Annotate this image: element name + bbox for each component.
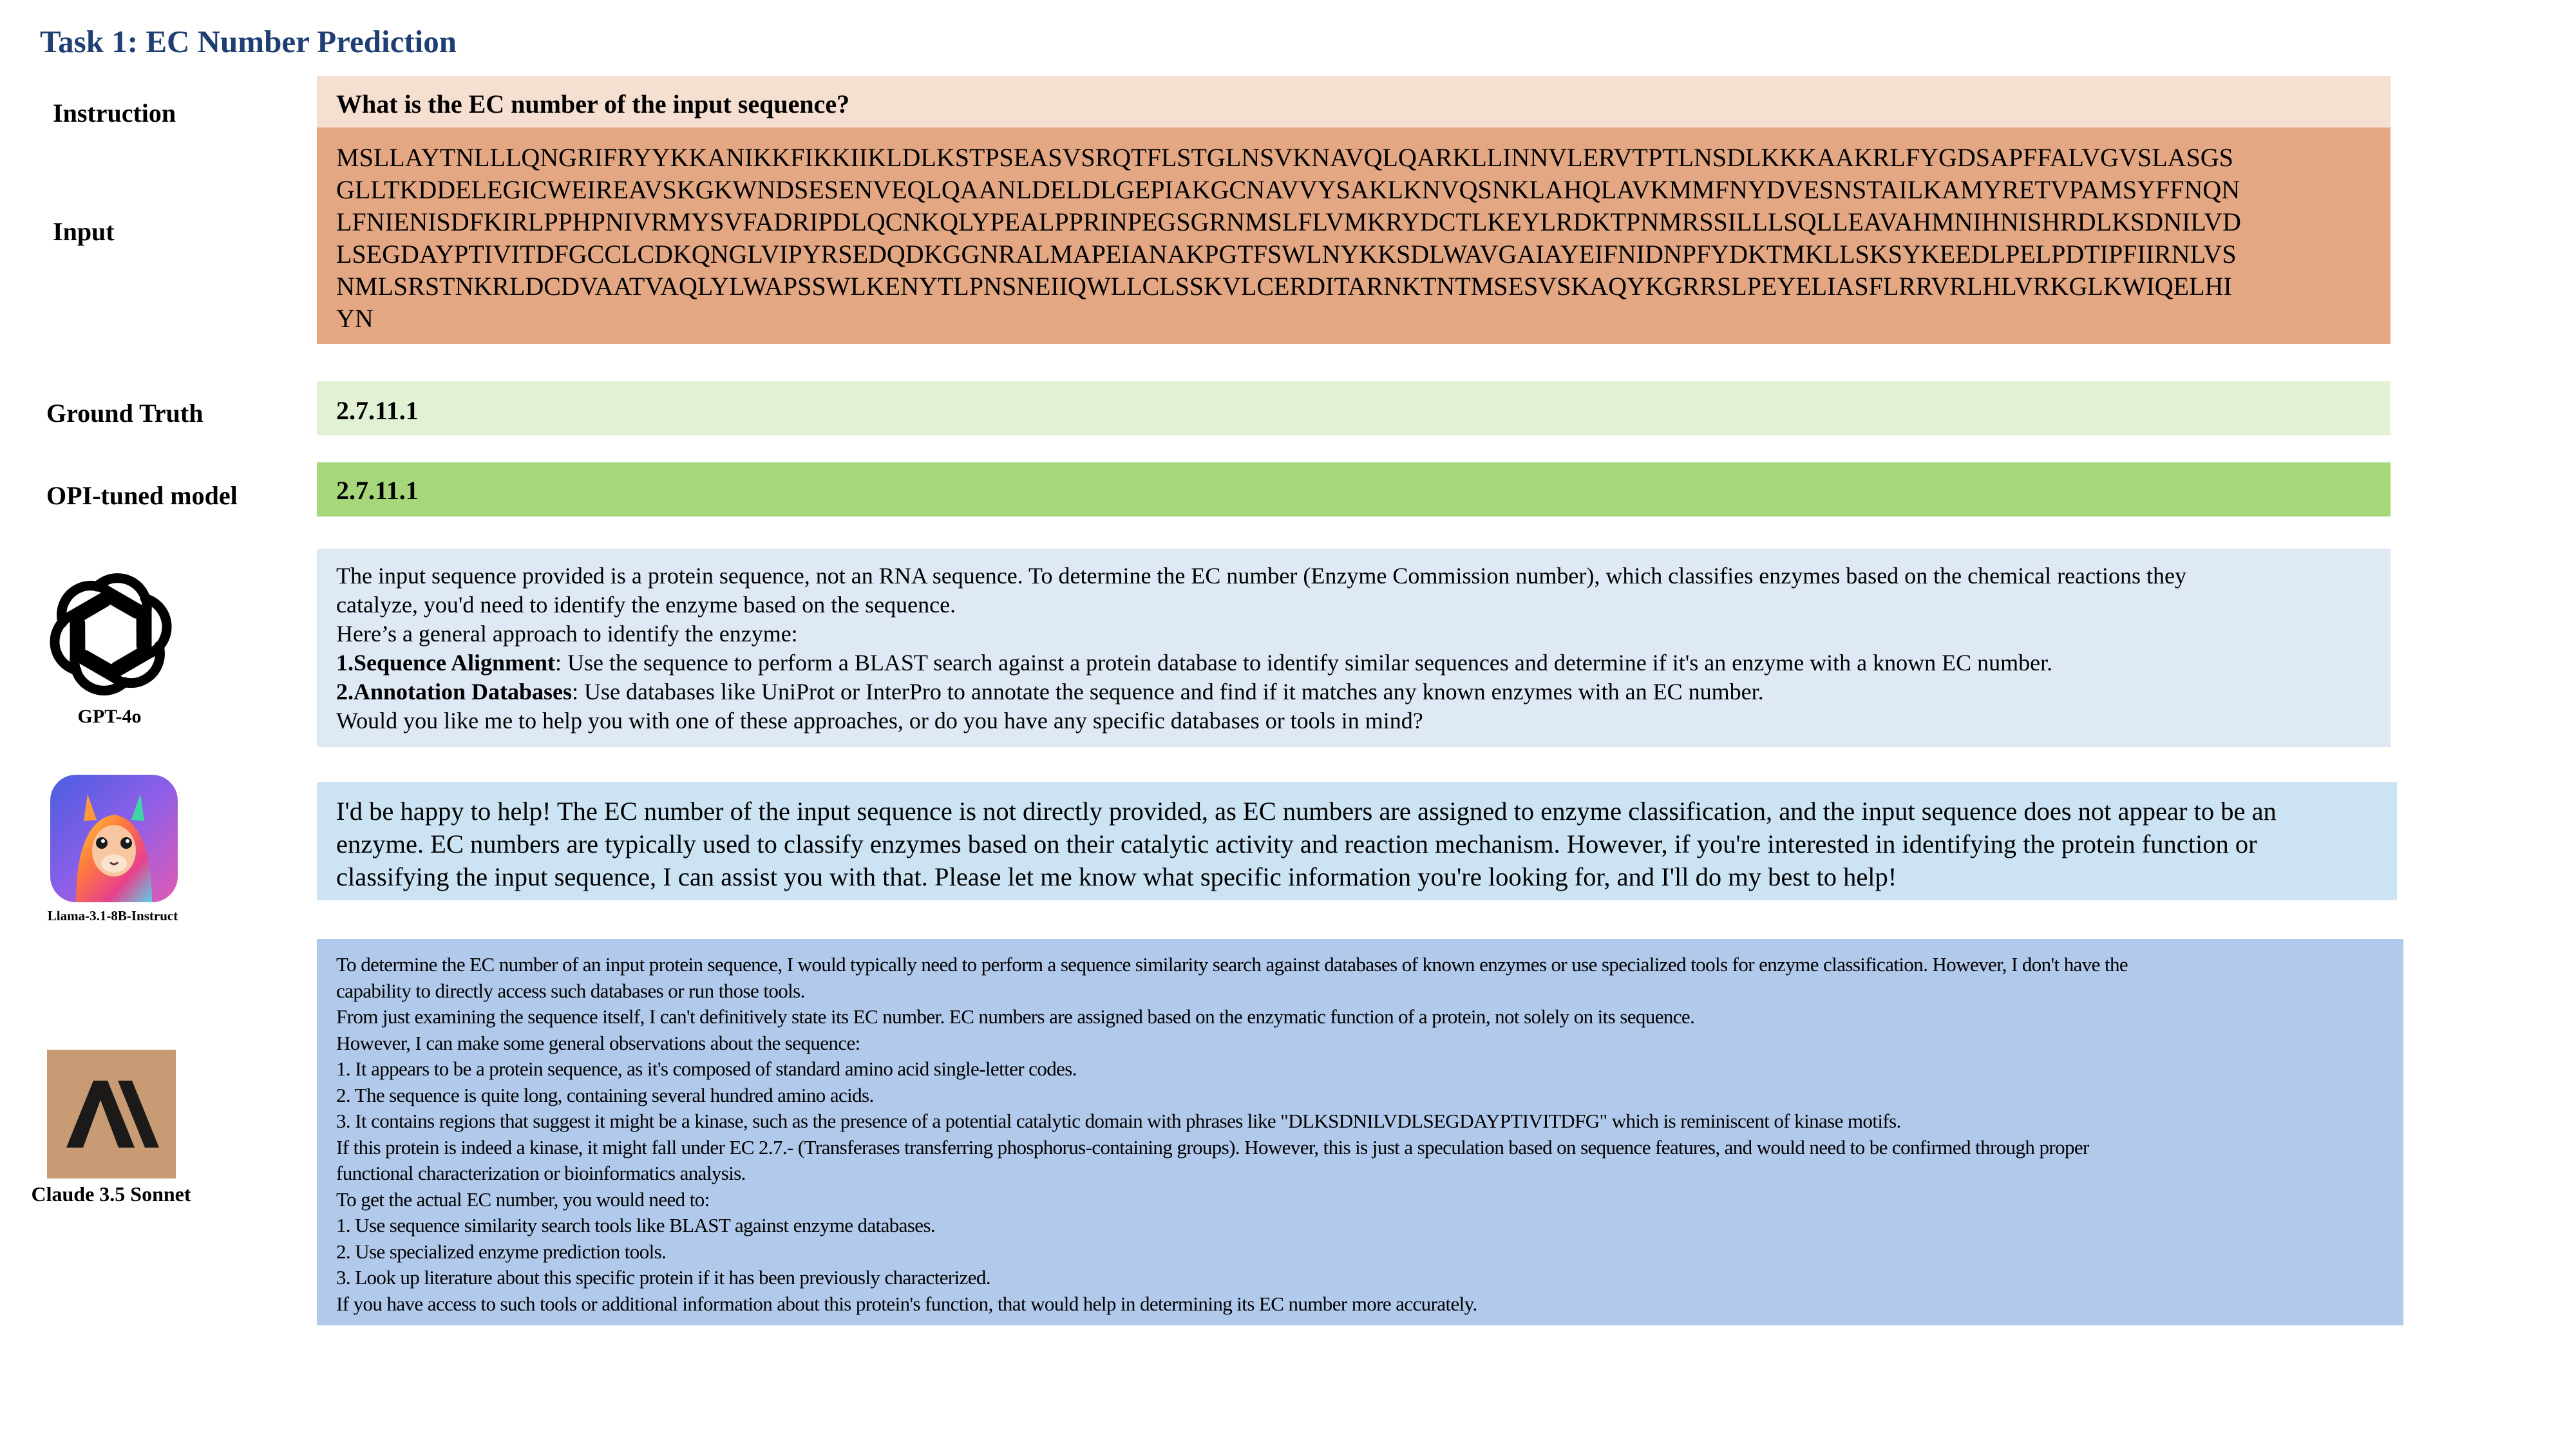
- answer-item-title: 2.Annotation Databases: [336, 679, 573, 705]
- answer-line: catalyze, you'd need to identify the enzyme based on the sequence.: [336, 592, 956, 618]
- answer-line: To get the actual EC number, you would need to:: [336, 1188, 710, 1211]
- answer-item-text: : Use databases like UniProt or InterPro to annotate the sequence and find if it matches any known enzymes with an EC number.: [572, 679, 1764, 705]
- answer-line: The input sequence provided is a protein sequence, not an RNA sequence. To determine the EC number (Enzyme Commission number), which classifies enzymes based on the chemical reactions they: [336, 563, 2186, 589]
- answer-line: 1. It appears to be a protein sequence, as it's composed of standard amino acid single-letter codes.: [336, 1057, 1077, 1080]
- answer-line: 2. Use specialized enzyme prediction tools.: [336, 1240, 667, 1263]
- ground-truth-value: 2.7.11.1: [336, 396, 419, 425]
- answer-line: Here’s a general approach to identify the enzyme:: [336, 621, 798, 647]
- answer-line: To determine the EC number of an input protein sequence, I would typically need to perform a sequence similarity search against databases of known enzymes or use specialized tools for enzyme classification. However, I don't have the: [336, 953, 2128, 976]
- sequence-line: MSLLAYTNLLLQNGRIFRYYKKANIKKFIKKIIKLDLKSTPSEASVSRQTFLSTGLNSVKNAVQLQARKLLINNVLERVTPTLNSDLKKKAAKRLFYGDSAPFFALVGVSLASGS: [336, 143, 2233, 172]
- answer-line: 3. Look up literature about this specific protein if it has been previously characterized.: [336, 1266, 990, 1289]
- opi-answer-box: [317, 462, 2391, 516]
- answer-line: 1. Use sequence similarity search tools like BLAST against enzyme databases.: [336, 1214, 936, 1236]
- instruction-text: What is the EC number of the input sequence?: [336, 90, 850, 118]
- opi-model-label: OPI-tuned model: [46, 481, 238, 510]
- sequence-line: GLLTKDDELEGICWEIREAVSKGKWNDSESENVEQLQAANLDELDLGEPIAKGCNAVVYSAKLKNVQSNKLAHQLAVKMMFNYDVESNSTAILKAMYRETVPAMSYFFNQN: [336, 175, 2240, 204]
- input-label: Input: [53, 217, 115, 246]
- anthropic-logo-icon: [47, 1050, 176, 1179]
- sequence-line: LSEGDAYPTIVITDFGCCLCDKQNGLVIPYRSEDQDKGGNRALMAPEIANAKPGTFSWLNYKKSDLWAVGAIAYEIFNIDNPFYDKTMKLLSKSYKEEDLPELPDTIPFIIRNLVS: [336, 240, 2237, 269]
- answer-line: 3. It contains regions that suggest it might be a kinase, such as the presence of a potential catalytic domain with phrases like "DLKSDNILVDLSEGDAYPTIVITDFG" which is reminiscent of kinase motifs.: [336, 1110, 1901, 1132]
- answer-line: Would you like me to help you with one of these approaches, or do you have any specific databases or tools in mind?: [336, 708, 1423, 734]
- answer-list-item: [336, 649, 2371, 677]
- answer-line: If this protein is indeed a kinase, it might fall under EC 2.7.- (Transferases transferring phosphorus-containing groups). However, this is just a speculation based on sequence features, and would need to be confirmed through proper: [336, 1135, 2089, 1159]
- llama-answer-box: [317, 782, 2397, 900]
- instruction-box: [317, 76, 2391, 128]
- claude-model-name: Claude 3.5 Sonnet: [31, 1182, 191, 1206]
- answer-line: However, I can make some general observations about the sequence:: [336, 1031, 860, 1054]
- answer-line: 2. The sequence is quite long, containing several hundred amino acids.: [336, 1083, 874, 1106]
- ground-truth-box: [317, 381, 2391, 435]
- page-title: Task 1: EC Number Prediction: [40, 24, 457, 59]
- answer-line: If you have access to such tools or additional information about this protein's function, that would help in determining its EC number more accurately.: [336, 1292, 1477, 1315]
- answer-item-title: 1.Sequence Alignment: [336, 650, 556, 676]
- input-sequence-box: [317, 128, 2391, 344]
- answer-line: classifying the input sequence, I can assist you with that. Please let me know what specific information you're looking for, and I'll do my best to help!: [336, 862, 1897, 891]
- llama-model-name: Llama-3.1-8B-Instruct: [47, 908, 178, 923]
- answer-list-item: [336, 677, 2371, 706]
- llama-avatar-icon: [50, 775, 178, 902]
- gpt-model-name: GPT-4o: [77, 706, 142, 727]
- answer-line: I'd be happy to help! The EC number of the input sequence is not directly provided, as EC numbers are assigned to enzyme classification, and the input sequence does not appear to be an: [336, 797, 2277, 826]
- answer-item-text: : Use the sequence to perform a BLAST search against a protein database to identify similar sequences and determine if it's an enzyme with a known EC number.: [555, 650, 2053, 676]
- claude-answer-box: [317, 939, 2403, 1325]
- opi-answer-value: 2.7.11.1: [336, 476, 419, 505]
- sequence-line: YN: [336, 304, 374, 333]
- sequence-line: LFNIENISDFKIRLPPHPNIVRMYSVFADRIPDLQCNKQLYPEALPPRINPEGSGRNMSLFLVMKRYDCTLKEYLRDKTPNMRSSILLLSQLLEAVAHMNIHNISHRDLKSDNILVD: [336, 207, 2241, 236]
- answer-line: functional characterization or bioinformatics analysis.: [336, 1162, 746, 1184]
- gpt-answer-box: [317, 549, 2391, 747]
- answer-line: capability to directly access such databases or run those tools.: [336, 979, 805, 1002]
- answer-line: enzyme. EC numbers are typically used to classify enzymes based on their catalytic activity and reaction mechanism. However, if you're interested in identifying the protein function or: [336, 829, 2257, 858]
- answer-line: From just examining the sequence itself, I can't definitively state its EC number. EC numbers are assigned based on the enzymatic function of a protein, not solely on its sequence.: [336, 1005, 1695, 1028]
- ground-truth-label: Ground Truth: [46, 399, 204, 428]
- openai-logo-icon: [46, 567, 175, 702]
- sequence-line: NMLSRSTNKRLDCDVAATVAQLYLWAPSSWLKENYTLPNSNEIIQWLLCLSSKVLCERDITARNKTNTMSESVSKAQYKGRRSLPEYELIASFLRRVRLHLVRKGLKWIQELHI: [336, 272, 2232, 301]
- instruction-label: Instruction: [53, 99, 176, 128]
